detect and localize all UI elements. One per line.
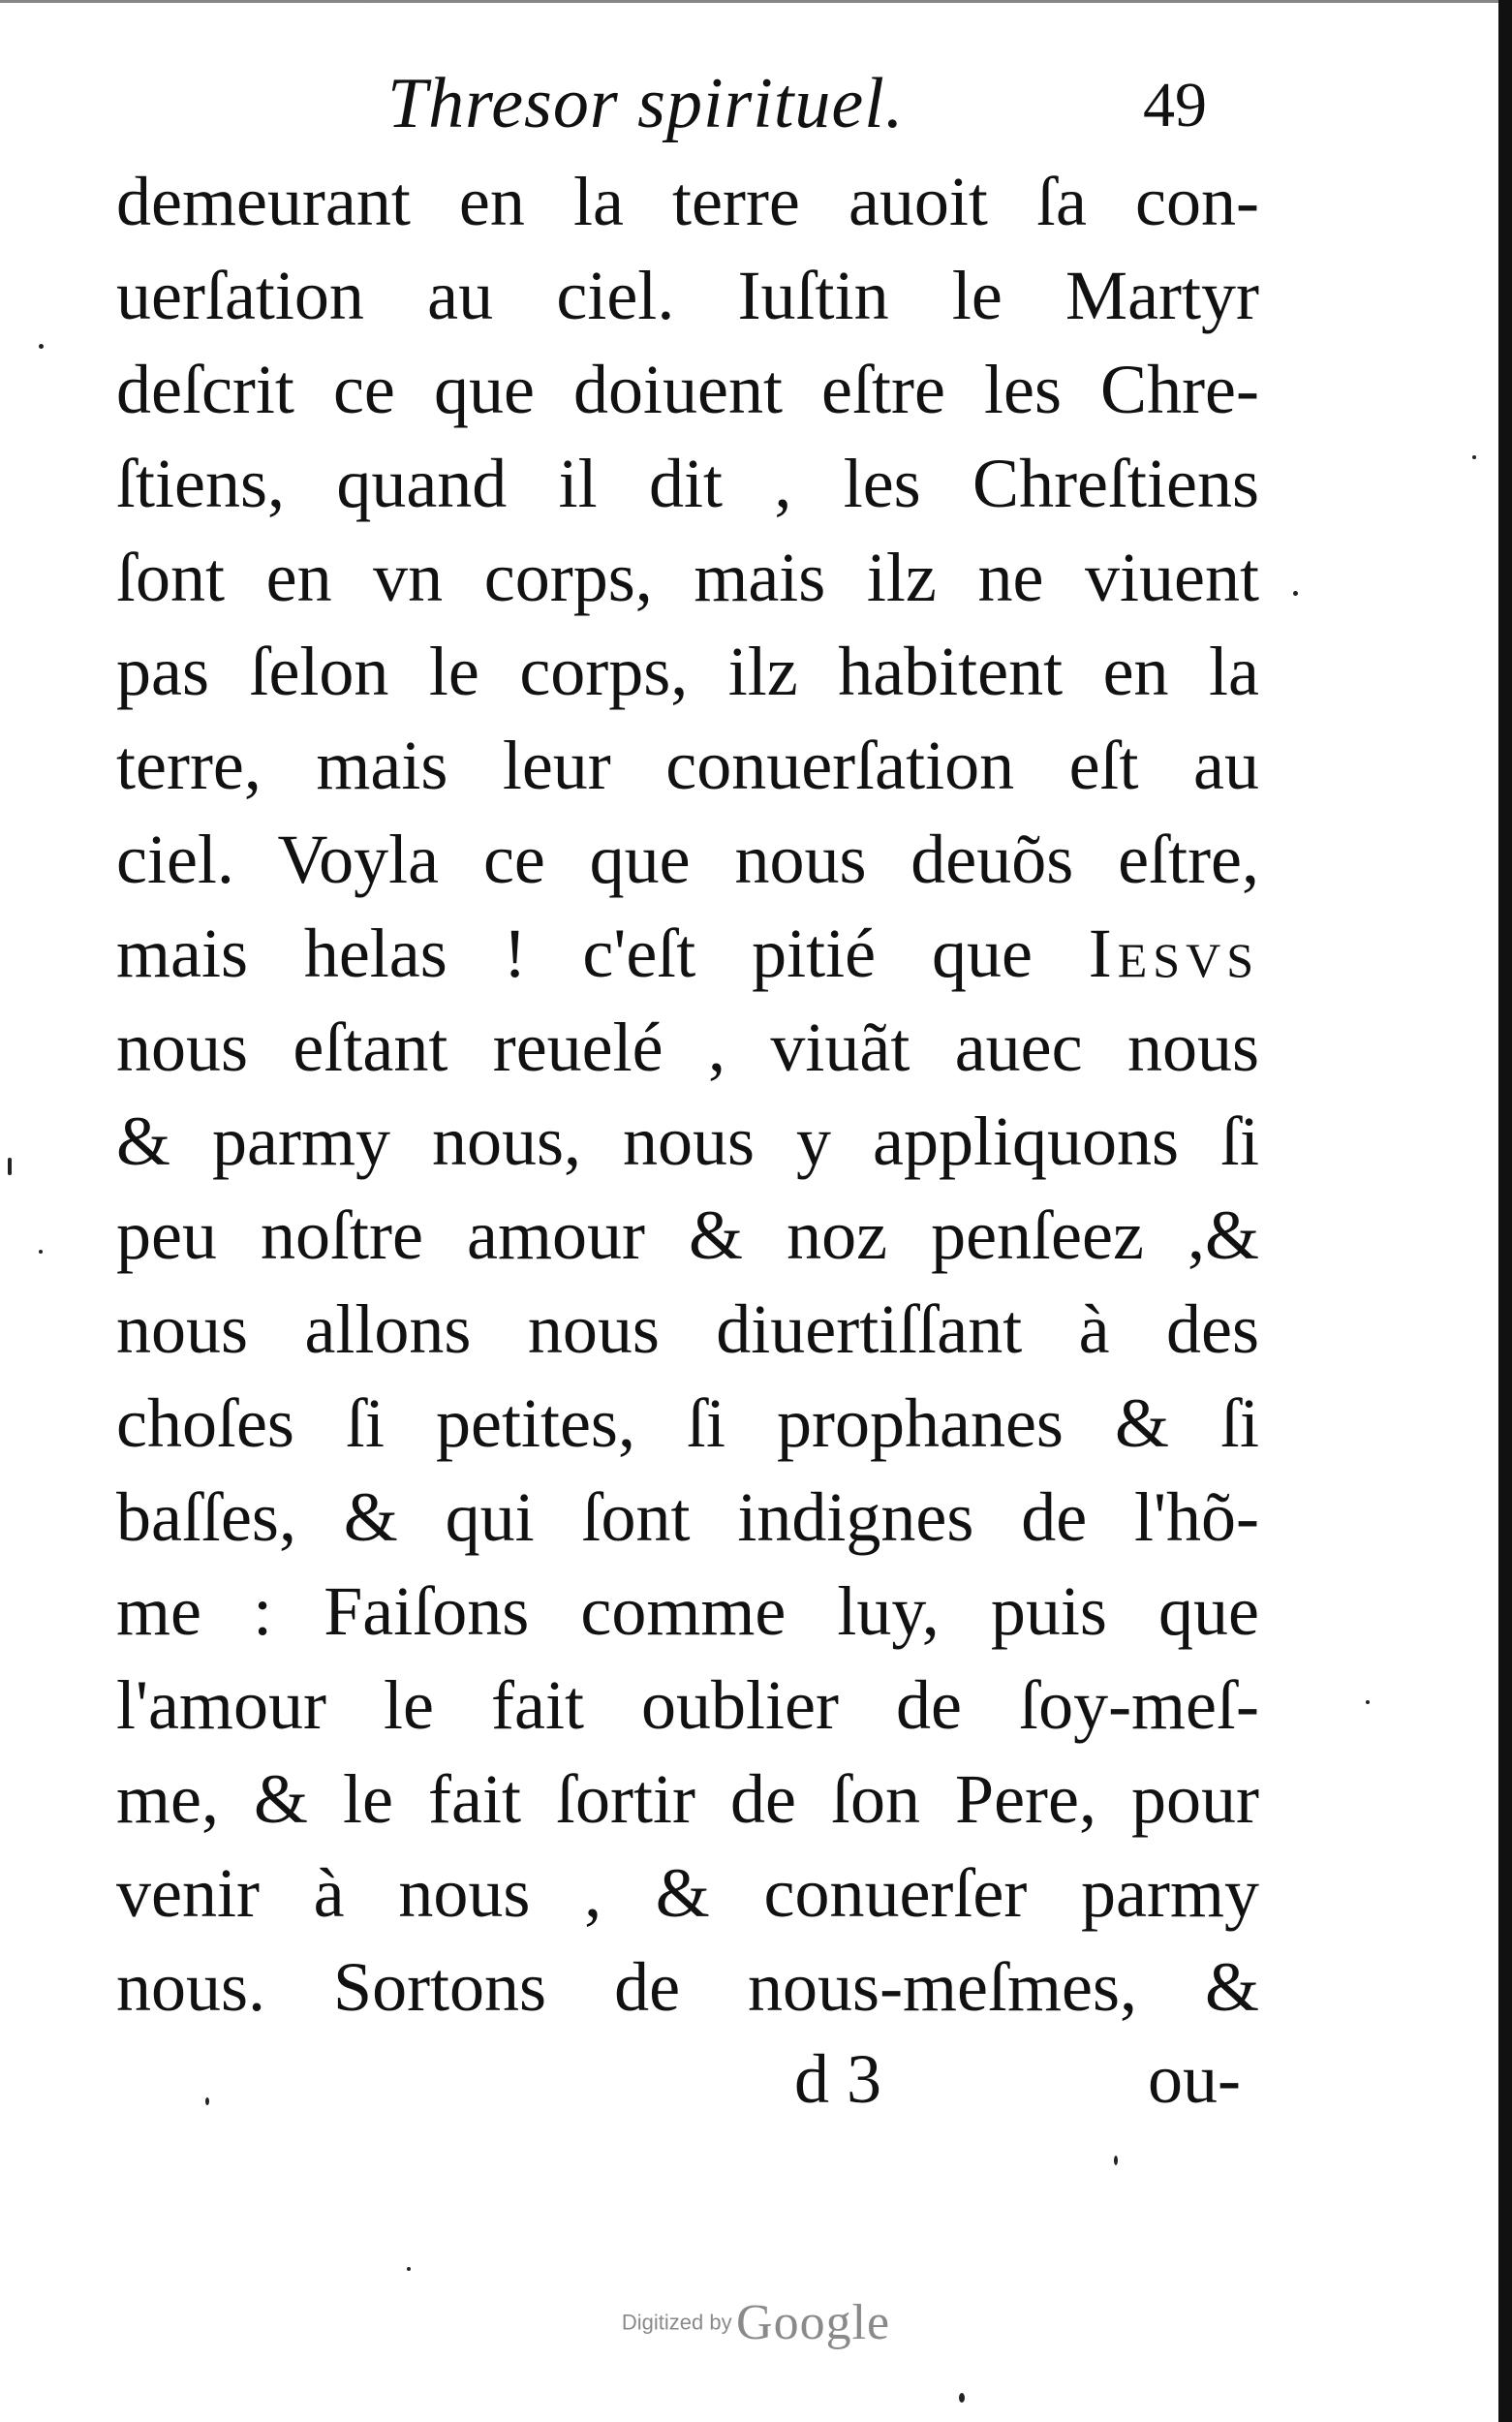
ink-speck (1293, 591, 1298, 596)
small-caps-name: Iesvs (1088, 915, 1260, 992)
ink-speck (39, 344, 44, 349)
text-line: baſſes, & qui ſont indignes de l'hõ- (116, 1478, 1259, 1556)
text-line: nous. Sortons de nous-meſmes, & (116, 1948, 1259, 2026)
text-line: ſont en vn corps, mais ilz ne viuent (116, 539, 1259, 616)
ink-speck (1472, 455, 1476, 459)
text-line: nous eſtant reuelé , viuãt auec nous (116, 1009, 1259, 1086)
ink-speck (407, 2267, 411, 2271)
watermark-brand: Google (736, 2295, 891, 2350)
body-text (116, 155, 1259, 2034)
text-line: me : Faiſons comme luy, puis que (116, 1572, 1259, 1650)
ink-speck (1114, 2156, 1118, 2165)
text-line: terre, mais leur conuerſation eſt au (116, 727, 1259, 804)
ink-speck (1366, 1700, 1370, 1704)
text-line: me, & le fait ſortir de ſon Pere, pour (116, 1760, 1259, 1838)
page-footer (0, 2039, 1512, 2136)
catchword: ou- (1148, 2040, 1241, 2118)
ink-speck (959, 2393, 965, 2403)
text-line: pas ſelon le corps, ilz habitent en la (116, 633, 1259, 710)
text-line: ciel. Voyla ce que nous deuõs eſtre, (116, 821, 1259, 898)
ink-speck (205, 2097, 209, 2105)
text-line: & parmy nous, nous y appliquons ſi (116, 1102, 1259, 1180)
running-title: Thresor spirituel. (387, 64, 905, 143)
page-header (0, 53, 1512, 160)
text-line (116, 907, 1259, 1001)
text-line: nous allons nous diuertiſſant à des (116, 1290, 1259, 1368)
text-line: ſtiens, quand il dit , les Chreſtiens (116, 445, 1259, 522)
text-line: l'amour le fait oublier de ſoy-meſ- (116, 1666, 1259, 1744)
text-line: choſes ſi petites, ſi prophanes & ſi (116, 1384, 1259, 1462)
page-number: 49 (1143, 70, 1207, 140)
text-line: deſcrit ce que doiuent eſtre les Chre- (116, 351, 1259, 428)
text-line: demeurant en la terre auoit ſa con- (116, 163, 1259, 240)
page-top-edge (0, 0, 1512, 14)
text-line-start: mais helas ! c'eſt pitié que (116, 915, 1033, 992)
text-line: uerſation au ciel. Iuſtin le Martyr (116, 257, 1259, 334)
ink-speck (8, 1158, 12, 1175)
text-line: peu noſtre amour & noz penſeez ,& (116, 1196, 1259, 1274)
ink-speck (39, 1250, 43, 1254)
digitized-watermark (0, 2294, 1512, 2351)
text-line: venir à nous , & conuerſer parmy (116, 1854, 1259, 1932)
signature-mark: d 3 (794, 2040, 881, 2118)
watermark-prefix: Digitized by (621, 2310, 732, 2335)
